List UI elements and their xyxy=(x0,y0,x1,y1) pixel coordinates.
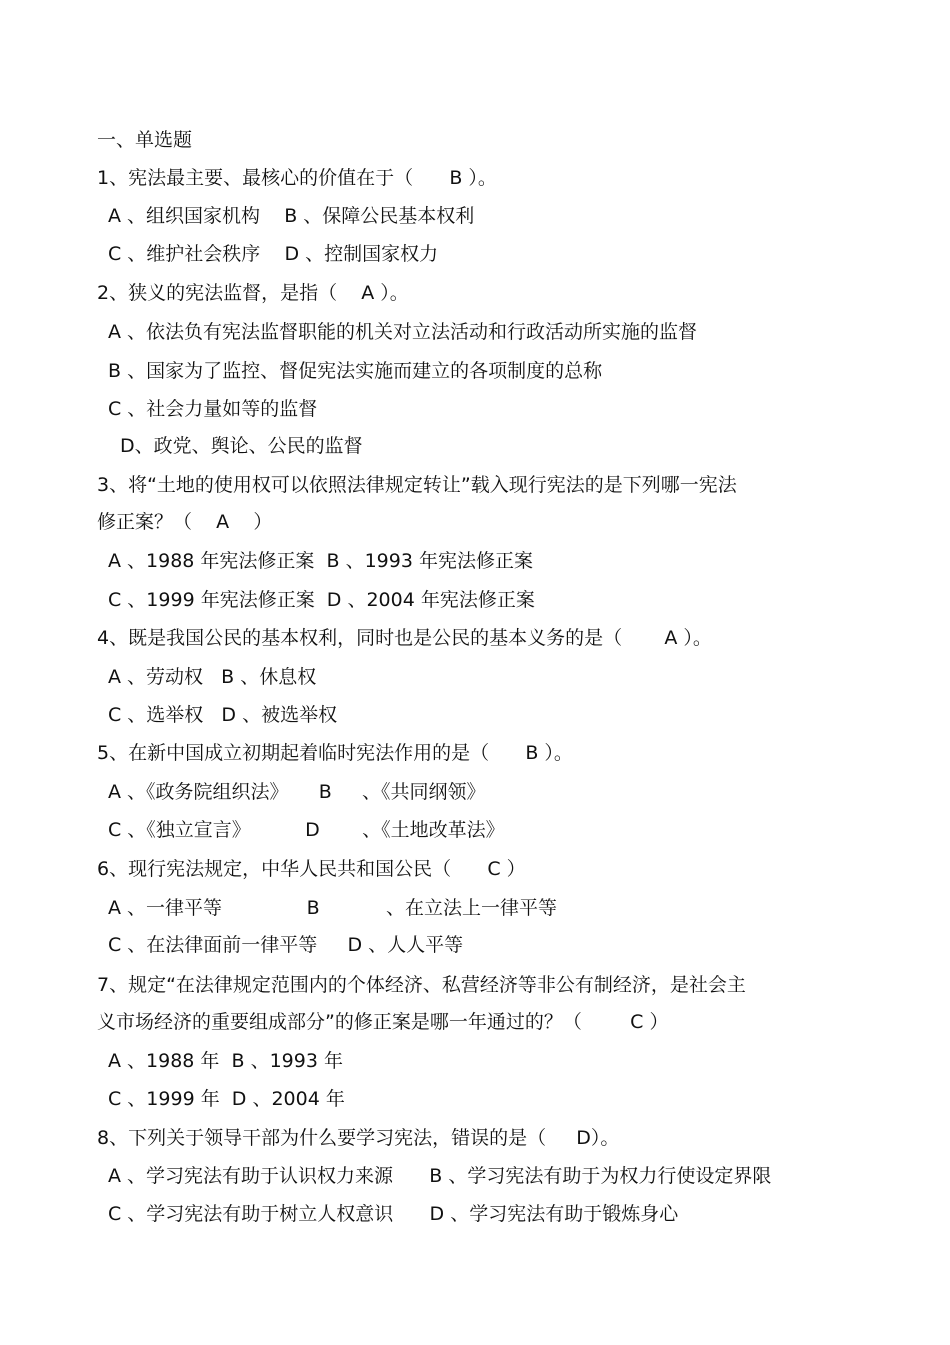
question-6-options-ab: A 、一律平等 B 、在立法上一律平等 xyxy=(108,897,558,919)
question-8: 8、下列关于领导干部为什么要学习宪法，错误的是（ D）。 xyxy=(97,1127,620,1149)
question-5-options-ab: A 、《政务院组织法》 B 、《共同纲领》 xyxy=(108,781,486,803)
question-3-options-ab: A 、1988 年宪法修正案 B 、1993 年宪法修正案 xyxy=(108,550,533,572)
question-8-options-cd: C 、学习宪法有助于树立人权意识 D 、学习宪法有助于锻炼身心 xyxy=(108,1203,679,1225)
question-4-options-cd: C 、选举权 D 、被选举权 xyxy=(108,704,338,726)
question-1: 1、宪法最主要、最核心的价值在于（ B ）。 xyxy=(97,167,497,189)
question-2-option-d: D、政党、舆论、公民的监督 xyxy=(120,435,363,457)
question-4-options-ab: A 、劳动权 B 、休息权 xyxy=(108,666,317,688)
question-3-options-cd: C 、1999 年宪法修正案 D 、2004 年宪法修正案 xyxy=(108,589,535,611)
question-7-continued: 义市场经济的重要组成部分”的修正案是哪一年通过的？（ C ） xyxy=(97,1011,669,1033)
question-6: 6、现行宪法规定，中华人民共和国公民（ C ） xyxy=(97,858,526,880)
question-3: 3、将“土地的使用权可以依照法律规定转让”载入现行宪法的是下列哪一宪法 xyxy=(97,474,737,496)
question-5-options-cd: C 、《独立宣言》 D 、《土地改革法》 xyxy=(108,819,505,841)
question-3-continued: 修正案？（ A ） xyxy=(97,511,273,533)
question-4: 4、既是我国公民的基本权利，同时也是公民的基本义务的是（ A ）。 xyxy=(97,627,712,649)
question-2-option-c: C 、社会力量如等的监督 xyxy=(108,398,318,420)
question-7-options-cd: C 、1999 年 D 、2004 年 xyxy=(108,1088,345,1110)
section-title: 一、单选题 xyxy=(97,129,193,151)
question-7: 7、规定“在法律规定范围内的个体经济、私营经济等非公有制经济，是社会主 xyxy=(97,974,746,996)
question-1-options-ab: A 、组织国家机构 B 、保障公民基本权利 xyxy=(108,205,475,227)
question-8-options-ab: A 、学习宪法有助于认识权力来源 B 、学习宪法有助于为权力行使设定界限 xyxy=(108,1165,772,1187)
question-5: 5、在新中国成立初期起着临时宪法作用的是（ B ）。 xyxy=(97,742,573,764)
question-2-option-b: B 、国家为了监控、督促宪法实施而建立的各项制度的总称 xyxy=(108,360,603,382)
question-6-options-cd: C 、在法律面前一律平等 D 、人人平等 xyxy=(108,934,464,956)
question-7-options-ab: A 、1988 年 B 、1993 年 xyxy=(108,1050,343,1072)
question-1-options-cd: C 、维护社会秩序 D 、控制国家权力 xyxy=(108,243,439,265)
question-2-option-a: A 、依法负有宪法监督职能的机关对立法活动和行政活动所实施的监督 xyxy=(108,321,698,343)
question-2: 2、狭义的宪法监督，是指（ A ）。 xyxy=(97,282,409,304)
